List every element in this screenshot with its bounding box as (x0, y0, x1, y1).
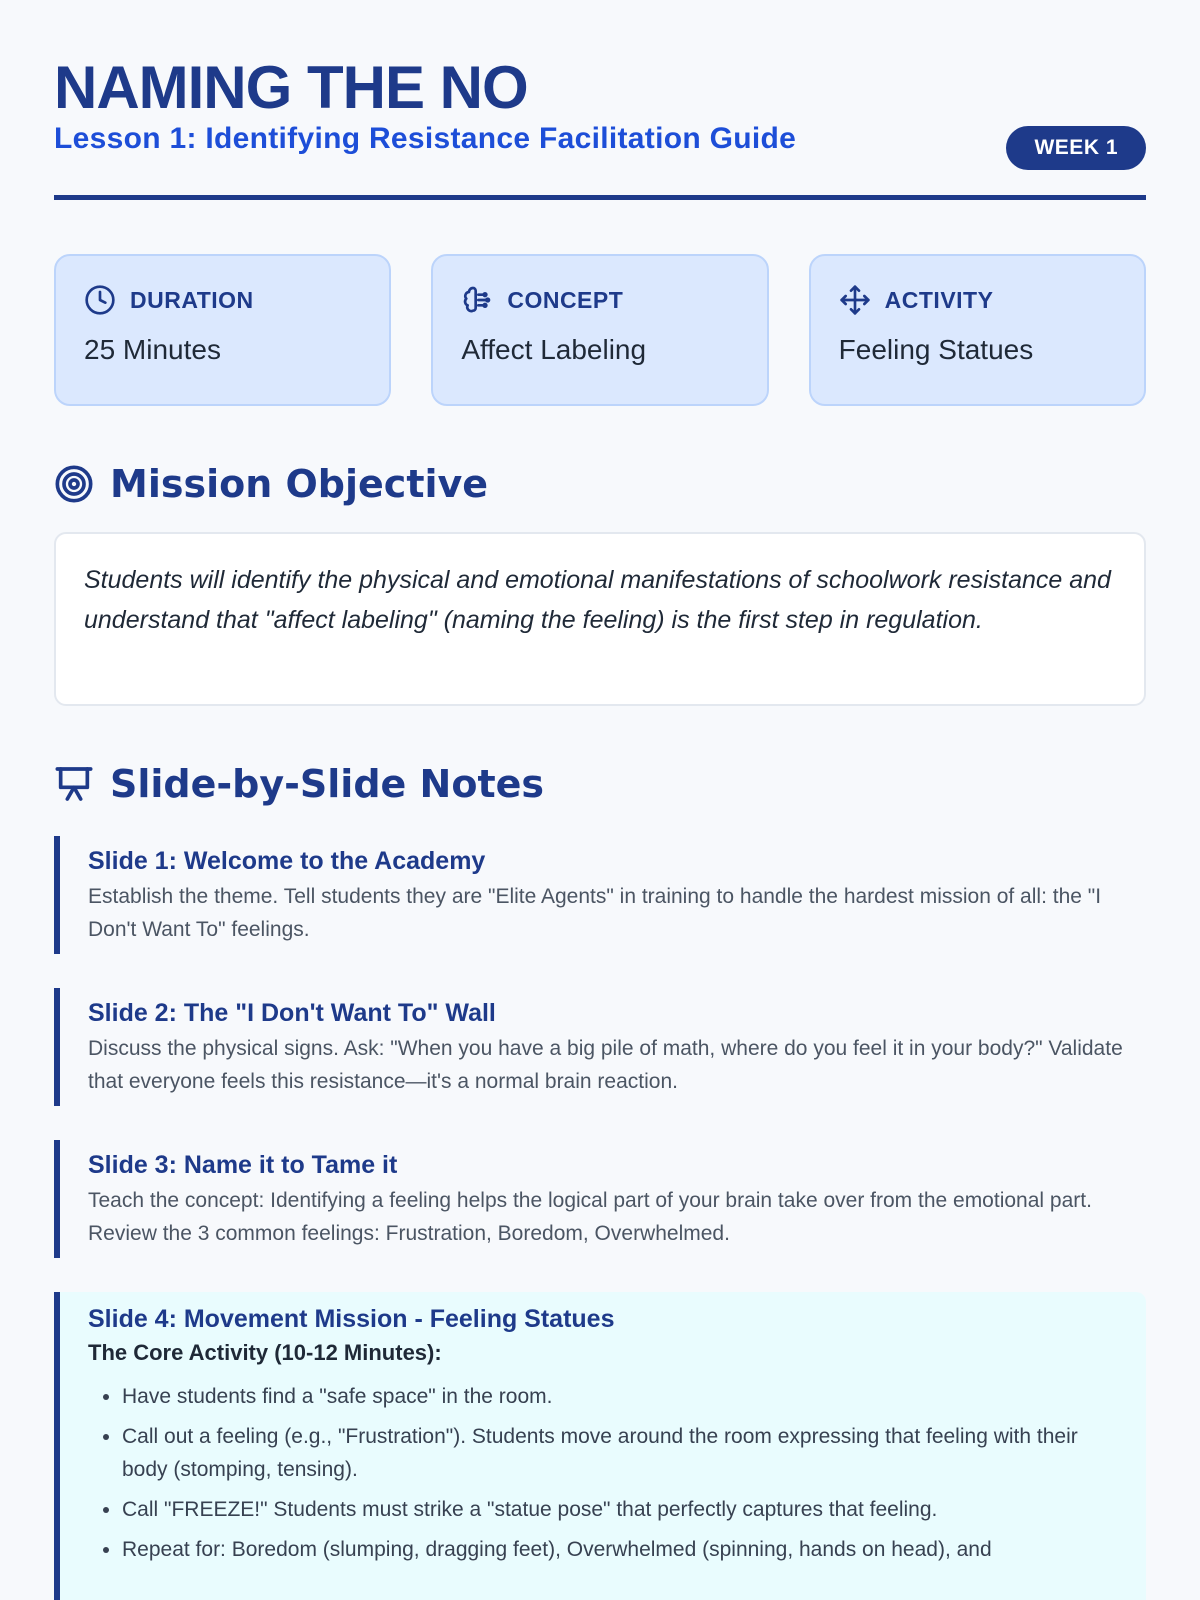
target-icon (54, 464, 94, 504)
slide-note-activity (54, 1292, 1146, 1600)
objective-box: Students will identify the physical and emotional manifestations of schoolwork resistance and understand that "affect labeling" (naming the feeling) is the first step in regulation. (54, 532, 1146, 706)
section-heading: Slide-by-Slide Notes (110, 762, 544, 806)
week-badge: WEEK 1 (1006, 126, 1146, 170)
card-head (84, 284, 361, 316)
card-label: ACTIVITY (884, 286, 994, 313)
activity-subheading: The Core Activity (10-12 Minutes): (88, 1340, 442, 1365)
card-head (461, 284, 738, 316)
list-item: • Have students find a "safe space" in the room. (122, 1380, 1146, 1413)
page-subtitle: Lesson 1: Identifying Resistance Facilitation Guide (54, 122, 797, 155)
slide-note (54, 836, 1146, 954)
activity-steps (88, 1380, 1146, 1566)
card-value: Affect Labeling (461, 334, 647, 365)
header (54, 0, 1146, 200)
page-title: NAMING THE NO (54, 54, 528, 121)
slide-body: Discuss the physical signs. Ask: "When you have a big pile of math, where do you feel it in your body?" Validate that everyone feels this resistance—it's a normal brain reaction. (88, 1037, 1123, 1093)
slide-title: Slide 4: Movement Mission - Feeling Statues (88, 1305, 615, 1333)
objective-heading-row (54, 462, 1146, 506)
duration-card (54, 254, 391, 406)
card-value: 25 Minutes (84, 334, 221, 365)
slide-body: Establish the theme. Tell students they are "Elite Agents" in training to handle the hardest mission of all: the "I Don't Want To" feelings. (88, 885, 1102, 941)
list-item: • Repeat for: Boredom (slumping, dragging feet), Overwhelmed (spinning, hands on head), and (122, 1533, 1146, 1566)
slide-title: Slide 2: The "I Don't Want To" Wall (88, 999, 496, 1027)
info-cards (54, 254, 1146, 406)
card-label: DURATION (130, 286, 254, 313)
notes-heading-row (54, 762, 1146, 806)
section-heading: Mission Objective (110, 462, 489, 506)
slide-note (54, 988, 1146, 1106)
presentation-icon (54, 764, 94, 804)
slide-note (54, 1140, 1146, 1258)
clock-icon (84, 284, 116, 316)
slide-notes (54, 836, 1146, 1600)
slide-title: Slide 3: Name it to Tame it (88, 1151, 398, 1179)
brain-icon (461, 284, 493, 316)
list-item: • Call "FREEZE!" Students must strike a "statue pose" that perfectly captures that feeling. (122, 1493, 1146, 1526)
activity-card (809, 254, 1146, 406)
slide-body: Teach the concept: Identifying a feeling helps the logical part of your brain take over from the emotional part. Review the 3 common feelings: Frustration, Boredom, Overwhelmed. (88, 1189, 1092, 1245)
card-label: CONCEPT (507, 286, 624, 313)
concept-card (431, 254, 768, 406)
list-item: • Call out a feeling (e.g., "Frustration"). Students move around the room expressing that feeling with their body (stomping, tensing). (122, 1420, 1146, 1486)
move-arrows-icon (839, 284, 871, 316)
card-head (839, 284, 1116, 316)
slide-title: Slide 1: Welcome to the Academy (88, 847, 486, 875)
card-value: Feeling Statues (838, 334, 1034, 365)
